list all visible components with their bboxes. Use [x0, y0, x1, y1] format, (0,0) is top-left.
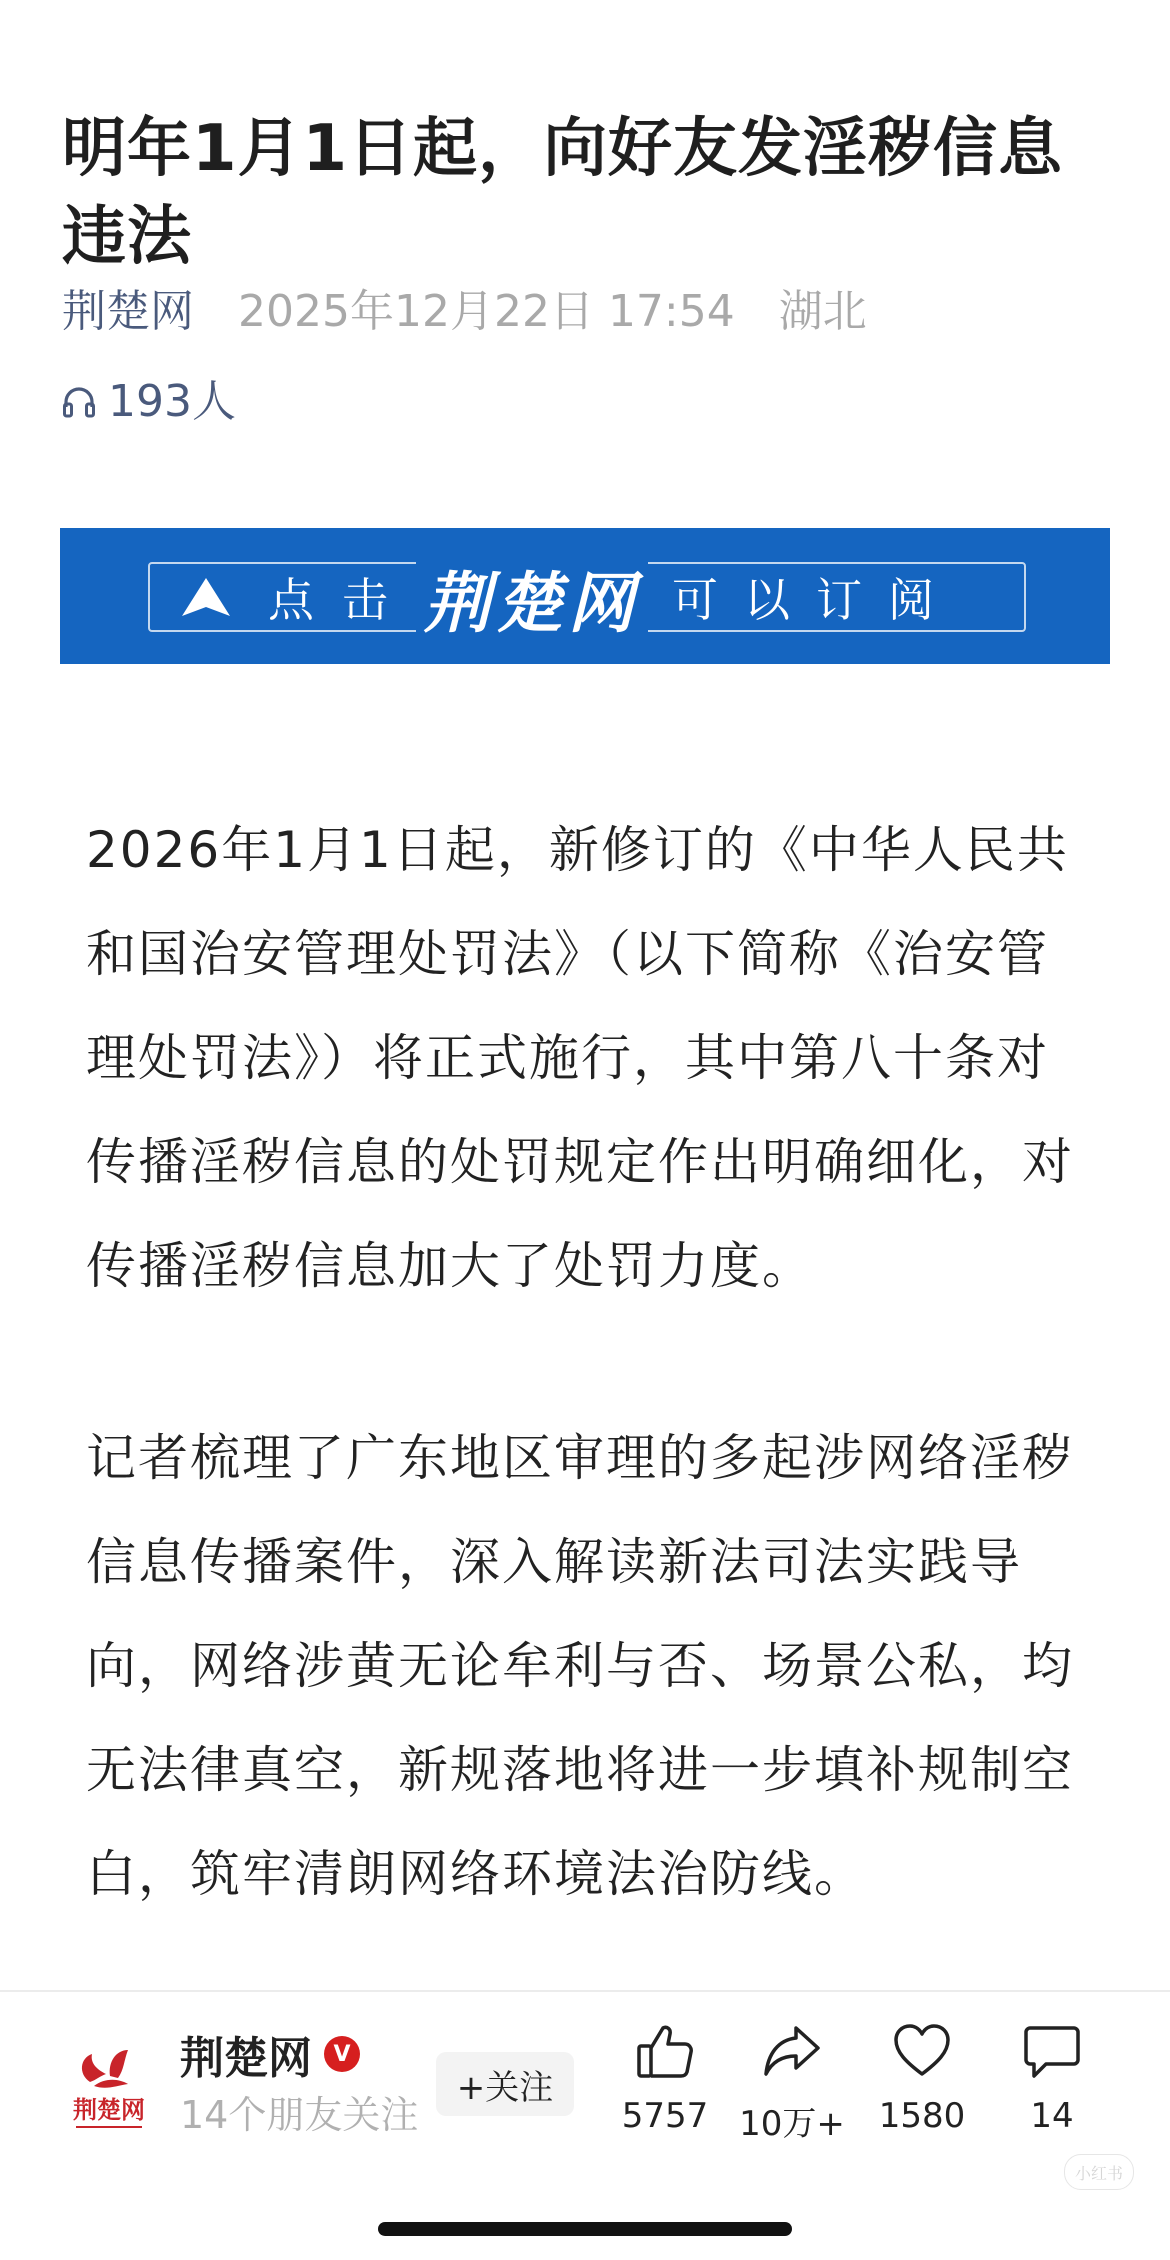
article-paragraph: 记者梳理了广东地区审理的多起涉网络淫秽信息传播案件，深入解读新法司法实践导向，网络涉黄无论牟利与否、场景公私，均无法律真空，新规落地将进一步填补规制空白，筑牢清朗网络环境法治防线。 — [86, 1429, 1074, 1903]
thumbs-up-icon — [635, 2022, 695, 2080]
favorite-count: 1580 — [878, 2096, 966, 2136]
follow-button[interactable]: +关注 — [436, 2052, 574, 2116]
avatar[interactable] — [70, 2036, 148, 2136]
article-location: 湖北 — [778, 286, 867, 337]
heart-icon — [892, 2022, 952, 2080]
friends-following-text: 14个朋友关注 — [180, 2093, 419, 2137]
listen-count: 193人 — [108, 376, 236, 427]
favorite-button[interactable] — [857, 2022, 987, 2136]
account-logo-icon — [70, 2036, 148, 2136]
account-name: 荆楚网 — [180, 2033, 312, 2084]
bottom-action-bar — [0, 1992, 1170, 2192]
listen-button[interactable] — [62, 372, 236, 432]
like-button[interactable] — [600, 2022, 730, 2136]
headphones-icon — [62, 385, 96, 419]
like-count: 5757 — [621, 2096, 709, 2136]
comment-count: 14 — [1030, 2096, 1074, 2136]
account-name-row[interactable] — [180, 2022, 360, 2086]
share-count: 10万+ — [739, 2104, 845, 2144]
banner-logo: 荆楚网 — [416, 550, 648, 645]
subscribe-banner[interactable] — [60, 528, 1110, 664]
article-date: 2025年12月22日 17:54 — [238, 286, 735, 337]
share-button[interactable] — [727, 2022, 857, 2145]
share-icon — [762, 2022, 822, 2080]
comment-button[interactable] — [987, 2022, 1117, 2136]
verified-badge: V — [324, 2036, 360, 2072]
article-meta — [62, 282, 867, 342]
banner-subscribe-text: 可以订阅 — [672, 573, 960, 627]
article-source[interactable]: 荆楚网 — [62, 286, 194, 337]
subscribe-banner-frame — [148, 562, 1026, 642]
home-indicator[interactable] — [378, 2222, 792, 2236]
article-title: 明年1月1日起，向好友发淫秽信息违法 — [62, 111, 1064, 274]
avatar-logo-text: 荆楚网 — [73, 2095, 145, 2124]
arrow-up-icon — [180, 576, 232, 618]
watermark: 小红书 — [1064, 2154, 1134, 2190]
comment-icon — [1022, 2022, 1082, 2080]
article-paragraph: 2026年1月1日起，新修订的《中华人民共和国治安管理处罚法》（以下简称《治安管理处罚法》）将正式施行，其中第八十条对传播淫秽信息的处罚规定作出明确细化，对传播淫秽信息加大了处罚力度。 — [86, 821, 1074, 1295]
banner-click-text: 点击 — [268, 573, 416, 627]
